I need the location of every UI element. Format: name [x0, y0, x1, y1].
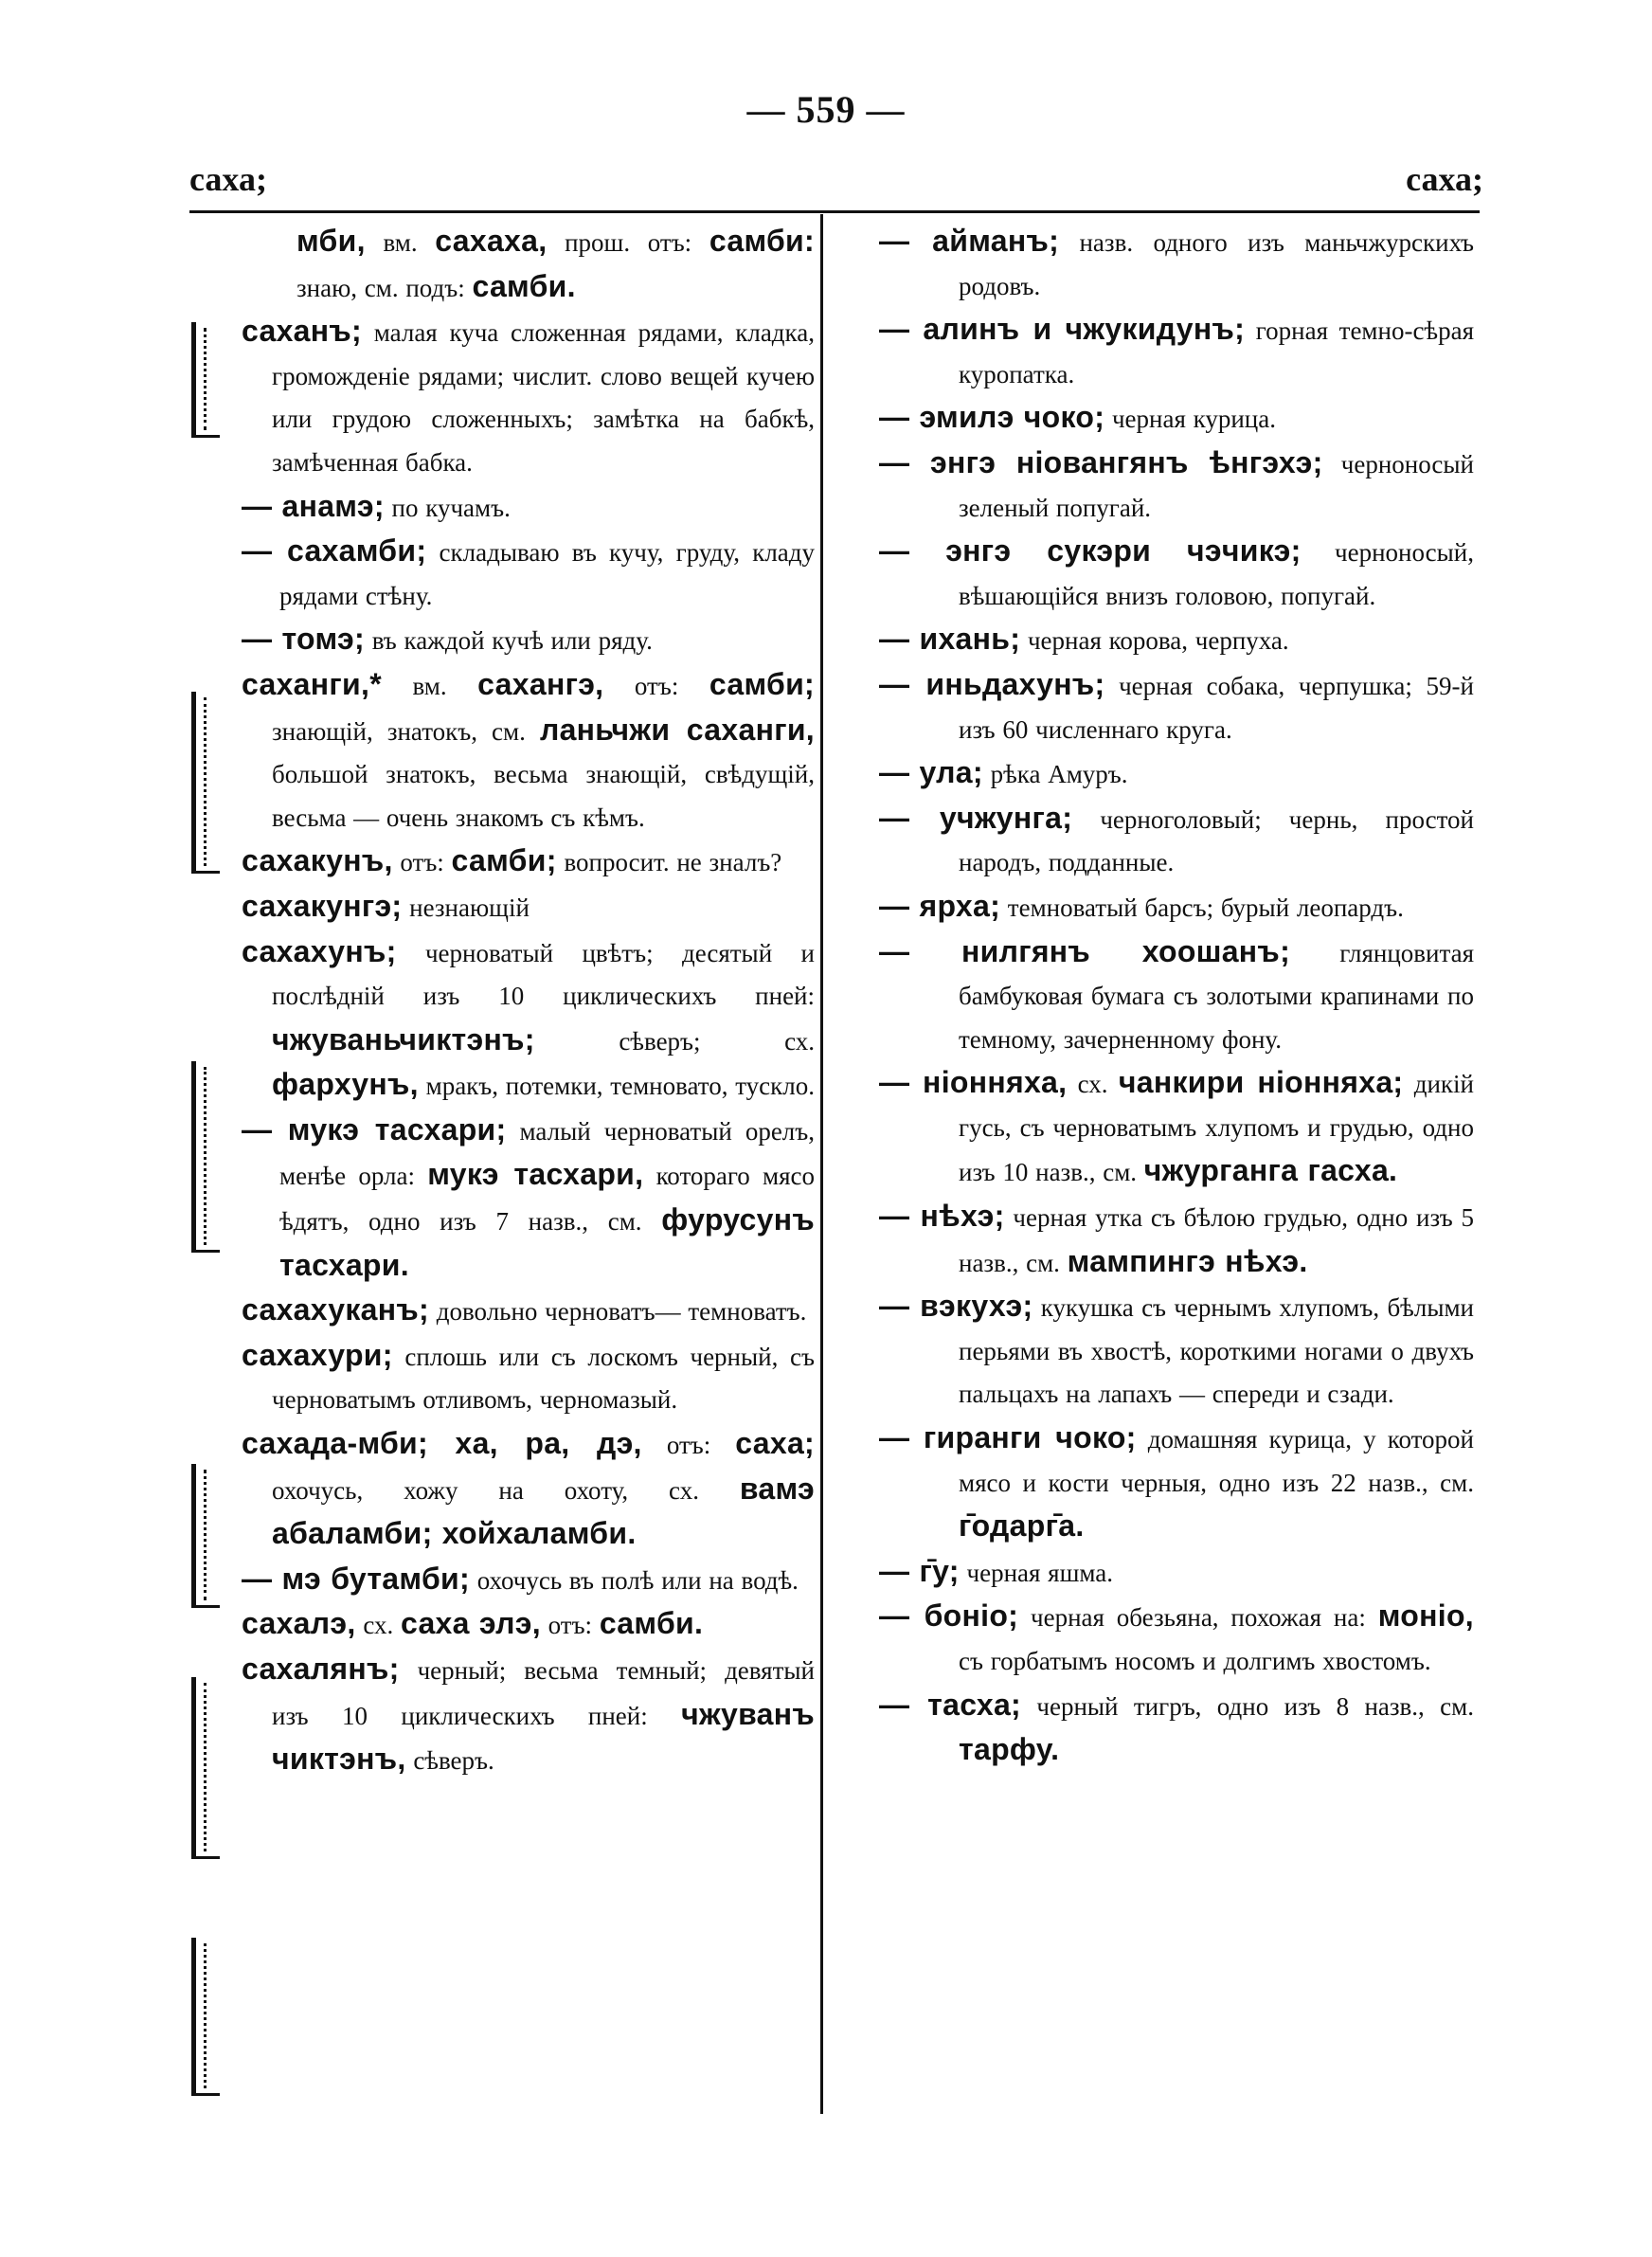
- dictionary-entry: [242, 1334, 815, 1422]
- entry-headword: — анамэ;: [242, 488, 385, 523]
- entry-headword: — эмилэ чоко;: [879, 400, 1105, 435]
- entry-definition: отъ: саха; охочусь, хожу на охоту, сх. вамэ абаламби; хойхаламби.: [272, 1426, 816, 1551]
- dictionary-entry: [879, 1195, 1474, 1285]
- dictionary-entry: [879, 1595, 1474, 1683]
- cross-reference: чжуванъ чиктэнъ,: [272, 1696, 815, 1777]
- entry-headword: — алинъ и чжукидунъ;: [879, 312, 1246, 347]
- entry-headword: саханъ;: [242, 314, 362, 349]
- entry-headword: — гиранги чоко;: [879, 1420, 1137, 1455]
- right-column: [879, 220, 1474, 1774]
- entry-headword: — нилгянъ хоошанъ;: [879, 933, 1291, 968]
- dictionary-entry: [242, 220, 815, 310]
- entry-headword: — мукэ тасхари;: [242, 1111, 507, 1147]
- entry-definition: кукушка съ чернымъ хлупомъ, бѣлыми перьями въ хвостѣ, короткими ногами о двухъ пальцахъ на лапахъ — спереди и сзади.: [959, 1293, 1474, 1409]
- dictionary-entry: [879, 1061, 1474, 1195]
- left-column: [242, 220, 815, 1783]
- entry-definition: темноватый барсъ; бурый леопардъ.: [1000, 893, 1404, 922]
- entry-definition: вм. сахангэ, отъ: самби; знающій, знатокъ, см. ланьчжи саханги, большой знатокъ, весьма знающій, свѣдущій, весьма — очень знакомъ съ кѣмъ.: [272, 666, 816, 832]
- entry-headword: — тасха;: [879, 1687, 1022, 1722]
- entry-definition: незнающій: [402, 893, 530, 922]
- entry-definition: черная яшма.: [959, 1558, 1114, 1587]
- entry-definition: черноголовый; чернь, простой народъ, подданные.: [959, 804, 1474, 877]
- cross-reference: фархунъ,: [272, 1067, 419, 1102]
- entry-headword: — иньдахунъ;: [879, 666, 1105, 701]
- cross-reference: г̄одарг̄а.: [959, 1508, 1085, 1544]
- entry-headword: — ярха;: [879, 888, 1001, 923]
- cross-reference: самби.: [599, 1606, 704, 1641]
- dictionary-entry: [242, 840, 815, 885]
- manchu-script-mark: [191, 692, 238, 872]
- dictionary-entry: [879, 308, 1474, 396]
- entry-headword: — мэ бутамби;: [242, 1561, 470, 1596]
- entry-definition: складываю въ кучу, груду, кладу рядами стѣну.: [279, 538, 816, 610]
- dictionary-entry: [879, 1285, 1474, 1417]
- cross-reference: тарфу.: [959, 1732, 1060, 1767]
- entry-headword: — вэкухэ;: [879, 1289, 1033, 1324]
- dictionary-entry: [242, 1109, 815, 1289]
- entry-definition: сх. саха элэ, отъ: самби.: [355, 1606, 704, 1641]
- entry-headword: — боніо;: [879, 1598, 1019, 1634]
- dictionary-entry: [879, 797, 1474, 885]
- entry-headword: — сахамби;: [242, 533, 427, 569]
- cross-reference: самби:: [709, 224, 815, 258]
- dictionary-entry: [879, 751, 1474, 797]
- dictionary-entry: [879, 220, 1474, 308]
- manchu-script-mark: [191, 1677, 238, 1857]
- dictionary-entry: [242, 618, 815, 663]
- cross-reference: фурусунъ тасхари.: [279, 1202, 815, 1282]
- entry-definition: черная собака, черпушка; 59-й изъ 60 численнаго круга.: [959, 671, 1474, 744]
- dictionary-entry: [242, 1602, 815, 1648]
- entry-definition: черная утка съ бѣлою грудью, одно изъ 5 назв., см. мампингэ нѣхэ.: [959, 1203, 1474, 1278]
- cross-reference: сахангэ,: [477, 666, 604, 701]
- dictionary-entry: [879, 618, 1474, 663]
- dictionary-entry: [879, 930, 1474, 1062]
- entry-definition: черноносый, вѣшающійся внизъ головою, попугай.: [959, 538, 1474, 610]
- entry-headword: — г̄у;: [879, 1553, 960, 1588]
- entry-definition: сплошь или съ лоскомъ черный, съ черноватымъ отливомъ, черномазый.: [272, 1342, 815, 1415]
- entry-headword: — ніонняха,: [879, 1065, 1068, 1100]
- entry-headword: — энгэ сукэри чэчикэ;: [879, 533, 1302, 569]
- entry-definition: въ каждой кучѣ или ряду.: [364, 626, 653, 656]
- entry-headword: сахакунъ,: [242, 843, 393, 878]
- dictionary-entry: [879, 1550, 1474, 1596]
- entry-definition: черный; весьма темный; девятый изъ 10 циклическихъ пней: чжуванъ чиктэнъ, сѣверъ.: [272, 1656, 815, 1777]
- cross-reference: саха элэ,: [400, 1606, 541, 1641]
- entry-headword: саханги,*: [242, 666, 382, 701]
- entry-definition: довольно черноватъ— темноватъ.: [429, 1297, 807, 1327]
- dictionary-entry: [879, 1684, 1474, 1774]
- page-number: — 559 —: [746, 88, 906, 131]
- cross-reference: моніо,: [1377, 1598, 1474, 1634]
- entry-headword: — нѣхэ;: [879, 1199, 1005, 1234]
- manchu-script-mark: [191, 1061, 238, 1251]
- dictionary-entry: [879, 663, 1474, 751]
- entry-definition: черная обезьяна, похожая на: моніо, съ горбатымъ носомъ и долгимъ хвостомъ.: [959, 1598, 1474, 1675]
- entry-definition: сх. чанкири ніонняха; дикій гусь, съ черноватымъ хлупомъ и грудью, одно изъ 10 назв., см. чжурганга гасха.: [959, 1065, 1474, 1188]
- entry-definition: рѣка Амуръ.: [982, 760, 1128, 789]
- cross-reference: мампингэ нѣхэ.: [1067, 1243, 1308, 1278]
- right-running-head: саха;: [1406, 160, 1483, 198]
- dictionary-entry: [242, 1422, 815, 1558]
- cross-reference: самби.: [472, 268, 576, 303]
- entry-headword: мби,: [296, 224, 366, 258]
- entry-definition: горная темно-сѣрая куропатка.: [959, 316, 1474, 388]
- dictionary-entry: [879, 442, 1474, 530]
- manchu-script-mark: [191, 322, 238, 436]
- entry-definition: черный тигръ, одно изъ 8 назв., см. тарфу.: [959, 1691, 1474, 1767]
- dictionary-entry: [879, 1417, 1474, 1550]
- cross-reference: самби;: [709, 666, 816, 701]
- dictionary-entry: [242, 310, 815, 484]
- entry-headword: сахада-мби; ха, ра, дэ,: [242, 1426, 642, 1461]
- entry-headword: — учжунга;: [879, 800, 1073, 835]
- dictionary-entry: [242, 1289, 815, 1334]
- dictionary-entry: [879, 396, 1474, 442]
- entry-headword: сахалэ,: [242, 1606, 356, 1641]
- entry-headword: сахахунъ;: [242, 933, 397, 968]
- dictionary-entry: [242, 1648, 815, 1783]
- dictionary-entry: [879, 530, 1474, 618]
- entry-headword: сахахуканъ;: [242, 1292, 429, 1327]
- entry-definition: охочусь въ полѣ или на водѣ.: [469, 1565, 799, 1595]
- entry-headword: сахалянъ;: [242, 1652, 400, 1686]
- dictionary-entry: [242, 1558, 815, 1603]
- entry-headword: — ула;: [879, 755, 983, 790]
- entry-headword: — томэ;: [242, 622, 365, 657]
- entry-headword: сахахури;: [242, 1337, 393, 1372]
- dictionary-entry: [242, 930, 815, 1109]
- cross-reference: чанкири ніонняха;: [1118, 1065, 1404, 1100]
- manchu-script-mark: [191, 1938, 238, 2094]
- entry-headword: сахакунгэ;: [242, 888, 403, 923]
- entry-definition: черная корова, черпуха.: [1020, 626, 1289, 656]
- cross-reference: вамэ абаламби; хойхаламби.: [272, 1471, 815, 1551]
- entry-definition: назв. одного изъ маньчжурскихъ родовъ.: [959, 228, 1474, 300]
- entry-definition: черная курица.: [1104, 405, 1276, 434]
- cross-reference: самби;: [451, 843, 557, 878]
- entry-definition: вм. сахаха, прош. отъ: самби: знаю, см. подъ: самби.: [296, 224, 815, 303]
- entry-definition: по кучамъ.: [384, 493, 511, 522]
- cross-reference: сахаха,: [435, 224, 548, 258]
- entry-definition: малый черноватый орелъ, менѣе орла: мукэ тасхари, котораго мясо ѣдятъ, одно изъ 7 назв., см. фурусунъ тасхари.: [279, 1116, 815, 1282]
- cross-reference: мукэ тасхари,: [427, 1157, 644, 1192]
- cross-reference: саха;: [735, 1426, 816, 1461]
- dictionary-entry: [242, 485, 815, 531]
- entry-definition: отъ: самби; вопросит. не зналъ?: [392, 843, 782, 878]
- dictionary-entry: [242, 663, 815, 840]
- entry-headword: — энгэ ніовангянъ ѣнгэхэ;: [879, 444, 1323, 479]
- header-rule: [189, 210, 1480, 213]
- dictionary-entry: [242, 885, 815, 930]
- cross-reference: ланьчжи саханги,: [539, 712, 815, 747]
- entry-definition: глянцовитая бамбуковая бумага съ золотыми крапинами по темному, зачерненному фону.: [959, 938, 1474, 1054]
- entry-definition: черноватый цвѣтъ; десятый и послѣдній изъ 10 циклическихъ пней: чжуваньчиктэнъ; сѣверъ; сх. фархунъ, мракъ, потемки, темновато, тускло.: [272, 938, 815, 1102]
- entry-headword: — ихань;: [879, 622, 1021, 657]
- entry-definition: малая куча сложенная рядами, кладка, громожденіе рядами; числит. слово вещей кучею или грудою сложенныхъ; замѣтка на бабкѣ, замѣченная бабка.: [272, 318, 815, 477]
- column-divider: [820, 214, 823, 2114]
- manchu-script-mark: [191, 1464, 238, 1606]
- dictionary-entry: [879, 885, 1474, 930]
- cross-reference: чжуваньчиктэнъ;: [272, 1021, 535, 1056]
- entry-definition: черноносый зеленый попугай.: [959, 449, 1474, 522]
- cross-reference: чжурганга гасха.: [1143, 1153, 1398, 1188]
- dictionary-entry: [242, 530, 815, 618]
- entry-definition: домашняя курица, у которой мясо и кости черныя, одно изъ 22 назв., см. г̄одарг̄а.: [959, 1425, 1474, 1544]
- entry-headword: — айманъ;: [879, 224, 1060, 258]
- left-running-head: саха;: [189, 160, 267, 198]
